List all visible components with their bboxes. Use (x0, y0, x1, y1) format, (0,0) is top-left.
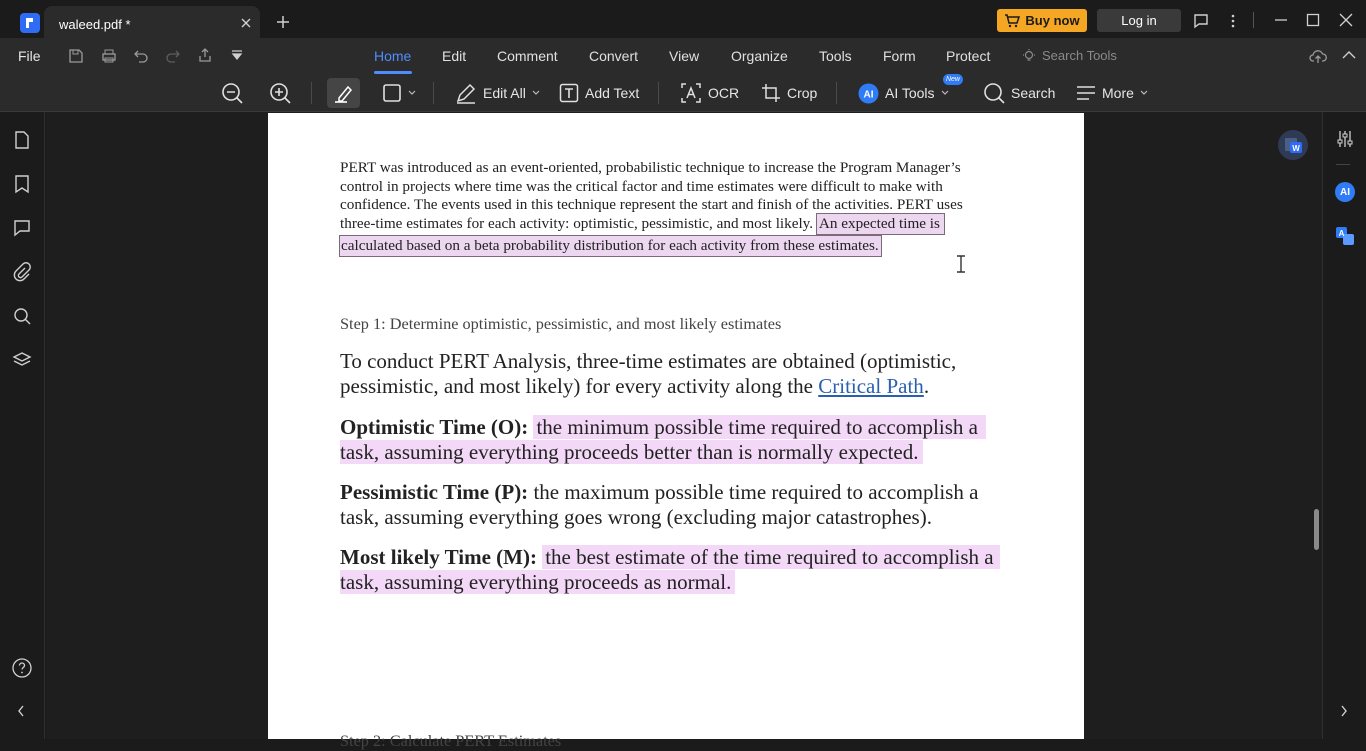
cart-icon (1004, 14, 1020, 28)
log-in-label: Log in (1121, 13, 1157, 28)
text-cursor-icon (954, 255, 968, 273)
vertical-scrollbar-thumb[interactable] (1314, 509, 1319, 550)
pen-icon (455, 82, 477, 104)
toolbar (0, 74, 1366, 112)
tab-tools[interactable]: Tools (819, 48, 852, 64)
highlighted-text[interactable]: the best estimate of the time required to accomplish a (542, 545, 999, 569)
highlighted-text[interactable]: task, assuming everything proceeds better than is normally expected. (340, 440, 923, 464)
help-icon[interactable] (12, 658, 32, 678)
save-icon[interactable] (68, 48, 84, 64)
paragraph-line[interactable] (340, 545, 1060, 570)
paragraph-line[interactable] (340, 480, 1040, 505)
search-button[interactable] (983, 78, 1055, 108)
tab-comment[interactable]: Comment (497, 48, 558, 64)
step-2-heading[interactable]: Step 2: Calculate PERT Estimates (340, 731, 562, 750)
redo-icon[interactable] (165, 48, 181, 64)
toolbar-separator (836, 82, 837, 104)
kebab-menu-icon[interactable] (1226, 13, 1240, 29)
paragraph-line[interactable]: task, assuming everything goes wrong (excluding major catastrophes). (340, 504, 932, 529)
paragraph-line[interactable]: control in projects where time was the critical factor and time estimates were difficult to make with (340, 177, 943, 195)
paragraph-text[interactable]: three-time estimates for each activity: optimistic, pessimistic, and most likely. (340, 214, 814, 232)
tab-form[interactable]: Form (883, 48, 916, 64)
paragraph-text: . (923, 373, 930, 398)
zoom-out-button[interactable] (220, 78, 244, 108)
add-text-label: Add Text (585, 85, 640, 101)
bookmark-icon[interactable] (14, 175, 30, 193)
attachment-icon[interactable] (13, 263, 31, 281)
crop-label: Crop (787, 85, 818, 101)
most-likely-label[interactable]: Most likely Time (M): (340, 545, 537, 569)
tab-organize[interactable]: Organize (731, 48, 788, 64)
feedback-icon[interactable] (1193, 13, 1209, 29)
comments-icon[interactable] (13, 219, 31, 237)
cloud-upload-icon[interactable] (1309, 48, 1327, 64)
highlighter-icon (333, 82, 355, 104)
ai-tools-button[interactable] (858, 78, 949, 108)
tab-convert[interactable]: Convert (589, 48, 639, 64)
svg-text:A: A (1338, 229, 1345, 238)
collapse-ribbon-icon[interactable] (1342, 50, 1356, 60)
add-text-button[interactable] (559, 78, 639, 108)
paragraph-line[interactable] (340, 374, 1040, 399)
chevron-down-icon (941, 90, 949, 96)
rectangle-icon (382, 83, 402, 103)
ocr-label: OCR (708, 85, 740, 101)
search-icon (983, 82, 1005, 104)
ai-icon (858, 83, 879, 104)
expand-right-icon[interactable] (1340, 705, 1348, 717)
ocr-button[interactable] (680, 78, 739, 108)
menu-row (0, 38, 1366, 74)
tab-edit[interactable]: Edit (442, 48, 467, 64)
right-sidebar (1322, 112, 1366, 739)
new-tab-icon[interactable] (276, 15, 290, 29)
ai-assistant-icon[interactable]: AI (1335, 182, 1355, 202)
page-thumbnails-icon[interactable] (14, 131, 30, 149)
tab-view[interactable]: View (669, 48, 700, 64)
translate-icon[interactable] (1335, 226, 1355, 246)
undo-icon[interactable] (133, 48, 149, 64)
lightbulb-icon (1022, 49, 1036, 63)
zoom-out-icon (220, 81, 244, 105)
search-label: Search (1011, 85, 1056, 101)
left-sidebar (0, 112, 45, 739)
toolbar-separator (433, 82, 434, 104)
svg-text:W: W (1292, 144, 1300, 153)
paragraph-line[interactable]: PERT was introduced as an event-oriented, probabilistic technique to increase the Program Manager’s (340, 159, 961, 176)
quick-access-dropdown-icon[interactable] (230, 49, 244, 61)
selected-text[interactable]: calculated based on a beta probability distribution for each activity from these estimates. (341, 237, 879, 254)
edit-all-label: Edit All (483, 85, 526, 101)
tab-home[interactable]: Home (374, 48, 412, 64)
log-in-button[interactable] (1097, 9, 1181, 32)
paragraph-line[interactable] (340, 570, 1060, 595)
paragraph-line[interactable] (340, 415, 1040, 440)
document-tab-title: waleed.pdf * (59, 17, 131, 32)
toolbar-separator (658, 82, 659, 104)
toolbar-separator (311, 82, 312, 104)
ai-tools-label: AI Tools (885, 85, 935, 101)
crop-icon (761, 83, 781, 103)
paragraph-text[interactable]: pessimistic, and most likely) for every activity along the (340, 373, 813, 398)
svg-text:AI: AI (863, 89, 874, 100)
critical-path-link[interactable]: Critical Path (818, 373, 924, 398)
pessimistic-label[interactable]: Pessimistic Time (P): (340, 480, 529, 504)
optimistic-label[interactable]: Optimistic Time (O): (340, 415, 529, 439)
chevron-down-icon (532, 90, 540, 96)
chevron-down-icon (408, 90, 416, 96)
new-badge: New (943, 74, 963, 85)
zoom-in-button[interactable] (268, 78, 292, 108)
close-tab-icon[interactable] (239, 16, 253, 30)
paragraph-line[interactable] (340, 215, 1040, 234)
paragraph-line[interactable]: confidence. The events used in this technique represent the start and finish of the activities. PERT uses (340, 196, 963, 213)
step-1-heading[interactable]: Step 1: Determine optimistic, pessimistic, and most likely estimates (340, 314, 782, 333)
edit-all-button[interactable] (455, 78, 540, 108)
crop-button[interactable] (761, 78, 817, 108)
highlight-tool-button[interactable] (327, 78, 360, 108)
close-window-icon[interactable] (1339, 13, 1353, 27)
titlebar-divider (1253, 12, 1254, 28)
search-tools-placeholder: Search Tools (1042, 48, 1117, 63)
paragraph-text[interactable]: the maximum possible time required to accomplish a (533, 480, 979, 504)
convert-to-word-badge[interactable] (1278, 130, 1308, 160)
tab-protect[interactable]: Protect (946, 48, 991, 64)
search-icon[interactable] (13, 307, 31, 325)
print-icon[interactable] (101, 48, 117, 64)
search-tools-field[interactable] (1022, 48, 1117, 63)
maximize-icon[interactable] (1306, 13, 1320, 27)
hamburger-icon (1076, 84, 1096, 102)
paragraph-line[interactable] (340, 440, 1040, 465)
pdf-page[interactable] (268, 113, 1084, 750)
app-logo[interactable] (20, 13, 40, 33)
right-rail-divider (1336, 164, 1350, 165)
paragraph-line[interactable] (340, 237, 1040, 256)
properties-sliders-icon[interactable] (1336, 130, 1354, 148)
buy-now-label: Buy now (1025, 13, 1080, 28)
collapse-left-icon[interactable] (17, 705, 25, 717)
layers-icon[interactable] (13, 351, 31, 369)
more-button[interactable] (1076, 78, 1148, 108)
highlighted-text[interactable]: task, assuming everything proceeds as normal. (340, 570, 735, 594)
shape-tool-button[interactable] (382, 78, 416, 108)
more-label: More (1102, 85, 1134, 101)
selected-text[interactable]: An expected time is (817, 214, 944, 234)
ocr-icon (680, 82, 702, 104)
buy-now-button[interactable] (997, 9, 1087, 32)
highlighted-text[interactable]: the minimum possible time required to accomplish a (533, 415, 986, 439)
text-box-icon (559, 83, 579, 103)
paragraph-line[interactable]: To conduct PERT Analysis, three-time estimates are obtained (optimistic, (340, 349, 957, 373)
share-icon[interactable] (197, 47, 213, 63)
minimize-icon[interactable] (1274, 13, 1288, 27)
chevron-down-icon (1140, 90, 1148, 96)
zoom-in-icon (268, 81, 292, 105)
file-menu[interactable]: File (18, 48, 41, 64)
